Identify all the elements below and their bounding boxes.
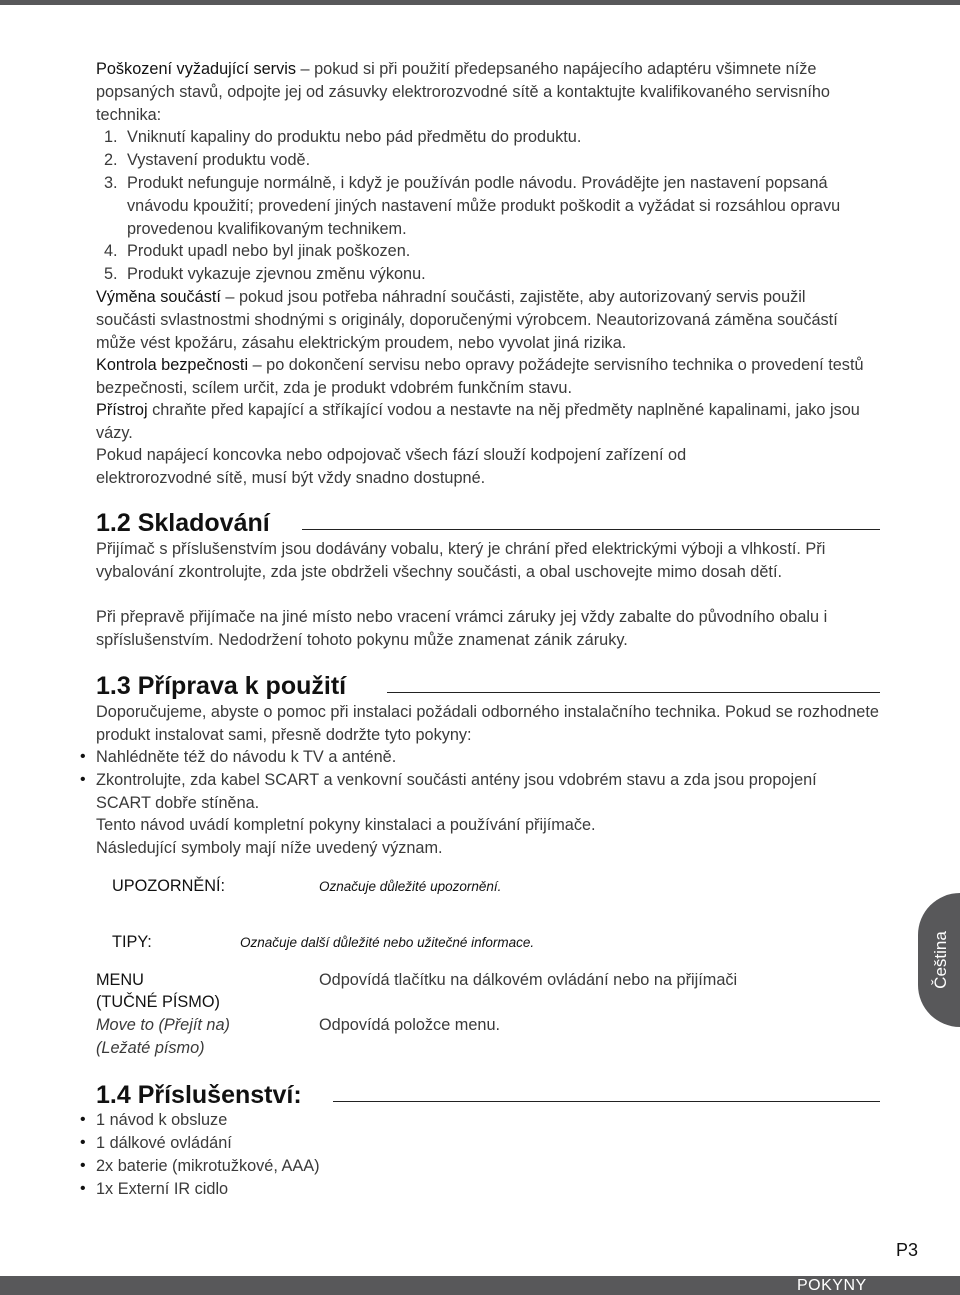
list-item: Produkt upadl nebo byl jinak poškozen. — [127, 242, 411, 260]
bullet-dot: • — [80, 748, 86, 765]
list-item: Vystavení produktu vodě. — [127, 151, 311, 169]
transport-paragraph: Při přepravě přijímače na jiné místo nebo vracení vrámci záruky jej vždy zabalte do původního obalu i spříslušenstvím. Nedodržení tohoto pokynu může znamenat zánik záruky. — [96, 608, 828, 649]
warning-label: UPOZORNĚNÍ: — [112, 877, 226, 895]
paren-close: ) — [214, 993, 220, 1011]
list-number: 4. — [104, 242, 118, 260]
bullet-dot: • — [80, 1157, 86, 1174]
heading-rule — [333, 1101, 880, 1102]
top-bar — [0, 0, 960, 5]
replacement-text: – pokud jsou potřeba náhradní součásti, zajistěte, aby autorizovaný servis použil součásti svlastnostmi shodnými s originály, doporučenými výrobcem. Neautorizovaná záměna součástí může vést kpožáru, zásahu elektrickým proudem, nebo vyvolat jiná rizika. — [96, 288, 838, 352]
paren-open: ( — [96, 993, 102, 1011]
heading-rule — [302, 529, 880, 530]
tips-label: TIPY: — [112, 933, 152, 951]
safety-heading: Kontrola bezpečnosti — [96, 356, 249, 374]
move-to-label: Move to (Přejít na) — [96, 1016, 230, 1034]
service-paragraph — [96, 58, 886, 126]
language-tab-label: Čeština — [931, 931, 950, 989]
manual-paragraph: Tento návod uvádí kompletní pokyny kinstalaci a používání přijímače. — [96, 816, 596, 834]
prep-bullet: Zkontrolujte, zda kabel SCART a venkovní součásti antény jsou vdobrém stavu a zda jsou propojení SCART dobře stíněna. — [96, 771, 817, 812]
safety-text: – po dokončení servisu nebo opravy požádejte servisního technika o provedení testů bezpečnosti, scílem určit, zda je produkt vdobrém funkčním stavu. — [96, 356, 864, 397]
menu-description: Odpovídá tlačítku na dálkovém ovládání nebo na přijímači — [319, 971, 738, 989]
device-paragraph — [96, 399, 896, 445]
device-heading: Přístroj — [96, 401, 148, 419]
bold-font-label — [96, 991, 220, 1014]
footer-section-title: POKYNY — [797, 1277, 867, 1294]
list-item: Produkt nefunguje normálně, i když je používán podle návodu. Provádějte jen nastavení popsaná vnávodu kpoužití; provedení jiných nastavení může produkt poškodit a vyžádat si rozsáhlou opravu provedenou kvalifikovaným technikem. — [127, 174, 841, 238]
storage-heading: 1.2 Skladování — [96, 509, 270, 537]
page-number: P3 — [896, 1240, 919, 1260]
storage-paragraph: Přijímač s příslušenstvím jsou dodávány vobalu, který je chrání před elektrickými výboji a vlhkostí. Při vybalování zkontrolujte, zda jste obdrželi všechny součásti, a obal uschovejte mimo dosah dětí. — [96, 540, 826, 581]
list-number: 1. — [104, 128, 118, 146]
bold-font-text: TUČNÉ PÍSMO — [101, 993, 215, 1011]
bullet-dot: • — [80, 771, 86, 788]
heading-rule — [387, 692, 880, 693]
list-item: Vniknutí kapaliny do produktu nebo pád předmětu do produktu. — [127, 128, 582, 146]
bullet-dot: • — [80, 1134, 86, 1151]
bullet-dot: • — [80, 1180, 86, 1197]
prep-bullet: Nahlédněte též do návodu k TV a anténě. — [96, 748, 397, 766]
tips-description: Označuje další důležité nebo užitečné informace. — [240, 935, 535, 950]
list-number: 2. — [104, 151, 118, 169]
service-text: – pokud si při použití předepsaného napájecího adaptéru všimnete níže popsaných stavů, odpojte jej od zásuvky elektrorozvodné sítě a kontaktujte kvalifikovaného servisního technika: — [96, 60, 830, 124]
list-item: Produkt vykazuje zjevnou změnu výkonu. — [127, 265, 426, 283]
safety-paragraph — [96, 354, 866, 400]
device-text: chraňte před kapající a stříkající vodou a nestavte na něj předměty naplněné kapalinami, jako jsou vázy. — [96, 401, 860, 442]
move-to-description: Odpovídá položce menu. — [319, 1016, 501, 1034]
prep-paragraph: Doporučujeme, abyste o pomoc při instalaci požádali odborného instalačního technika. Pokud se rozhodnete produkt instalovat sami, přesně dodržte tyto pokyny: — [96, 703, 879, 744]
replacement-heading: Výměna součástí — [96, 288, 221, 306]
warning-description: Označuje důležité upozornění. — [319, 879, 502, 894]
bullet-dot: • — [80, 1111, 86, 1128]
accessory-item: 1 dálkové ovládání — [96, 1134, 232, 1152]
list-number: 3. — [104, 174, 118, 192]
accessories-heading: 1.4 Příslušenství: — [96, 1081, 302, 1109]
symbols-intro: Následující symboly mají níže uvedený význam. — [96, 839, 443, 857]
accessory-item: 2x baterie (mikrotužkové, AAA) — [96, 1157, 320, 1175]
list-number: 5. — [104, 265, 118, 283]
plug-paragraph: Pokud napájecí koncovka nebo odpojovač všech fází slouží kodpojení zařízení od elektrorozvodné sítě, musí být vždy snadno dostupné. — [96, 446, 687, 487]
italic-font-label: (Ležaté písmo) — [96, 1039, 205, 1057]
menu-label: MENU — [96, 971, 144, 989]
accessory-item: 1 návod k obsluze — [96, 1111, 228, 1129]
service-heading: Poškození vyžadující servis — [96, 60, 296, 78]
replacement-paragraph — [96, 286, 866, 354]
prep-heading: 1.3 Příprava k použití — [96, 672, 347, 700]
accessory-item: 1x Externí IR cidlo — [96, 1180, 229, 1198]
